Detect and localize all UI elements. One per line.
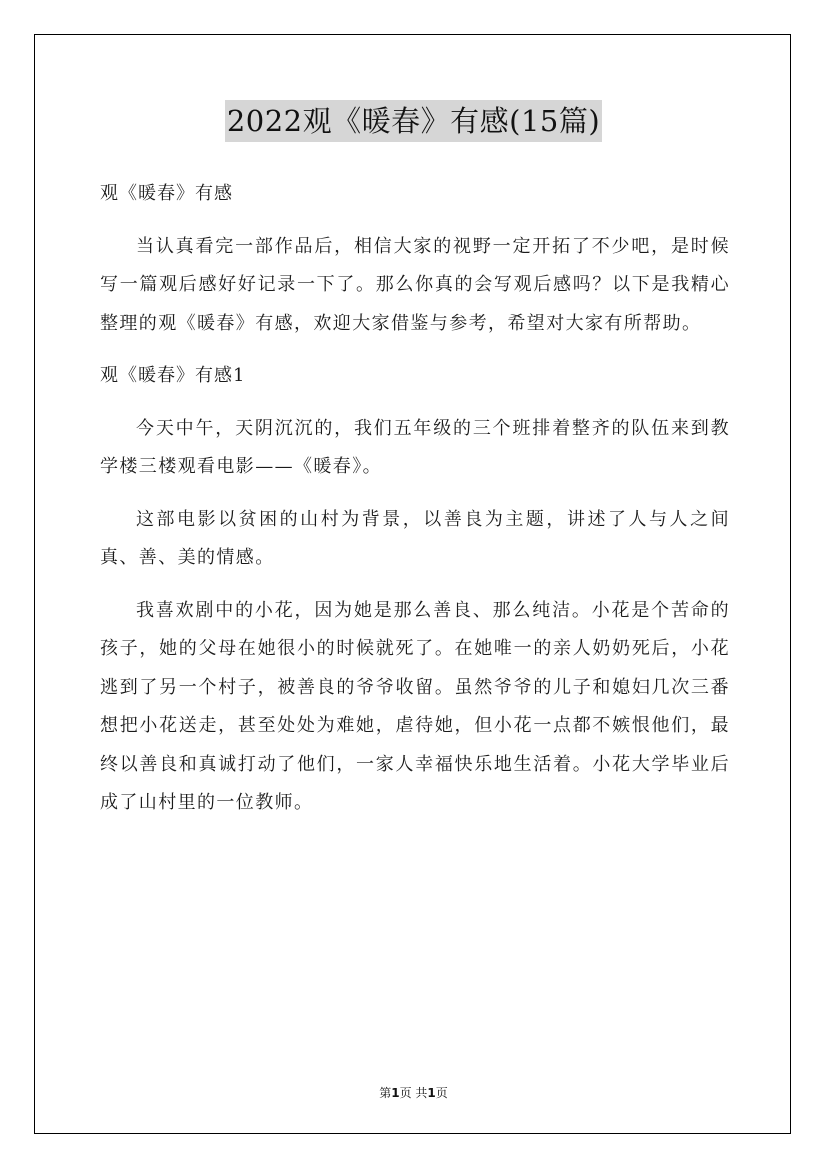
page-number-current: 1	[391, 1086, 400, 1100]
page-number-prefix: 第	[379, 1086, 392, 1100]
document-body	[100, 175, 730, 823]
body-paragraph: 我喜欢剧中的小花，因为她是那么善良、那么纯洁。小花是个苦命的孩子，她的父母在她很小的时候就死了。在她唯一的亲人奶奶死后，小花逃到了另一个村子，被善良的爷爷收留。虽然爷爷的儿子和媳妇几次三番想把小花送走，甚至处处为难她，虐待她，但小花一点都不嫉恨他们，最终以善良和真诚打动了他们，一家人幸福快乐地生活着。小花大学毕业后成了山村里的一位教师。	[100, 599, 730, 813]
page-number-mid: 页 共	[399, 1086, 428, 1100]
document-title: 2022观《暖春》有感(15篇)	[225, 100, 602, 142]
page-footer	[0, 1084, 827, 1101]
section-heading: 观《暖春》有感	[100, 183, 233, 204]
title-container	[0, 100, 827, 142]
page-number-suffix: 页	[435, 1086, 448, 1100]
body-paragraph: 今天中午，天阴沉沉的，我们五年级的三个班排着整齐的队伍来到教学楼三楼观看电影——《暖春》。	[100, 417, 730, 477]
body-paragraph: 当认真看完一部作品后，相信大家的视野一定开拓了不少吧，是时候写一篇观后感好好记录一下了。那么你真的会写观后感吗？以下是我精心整理的观《暖春》有感，欢迎大家借鉴与参考，希望对大家有所帮助。	[100, 235, 730, 334]
section-heading: 观《暖春》有感1	[100, 365, 246, 386]
body-paragraph: 这部电影以贫困的山村为背景，以善良为主题，讲述了人与人之间真、善、美的情感。	[100, 508, 730, 568]
page-number-total: 1	[427, 1086, 436, 1100]
